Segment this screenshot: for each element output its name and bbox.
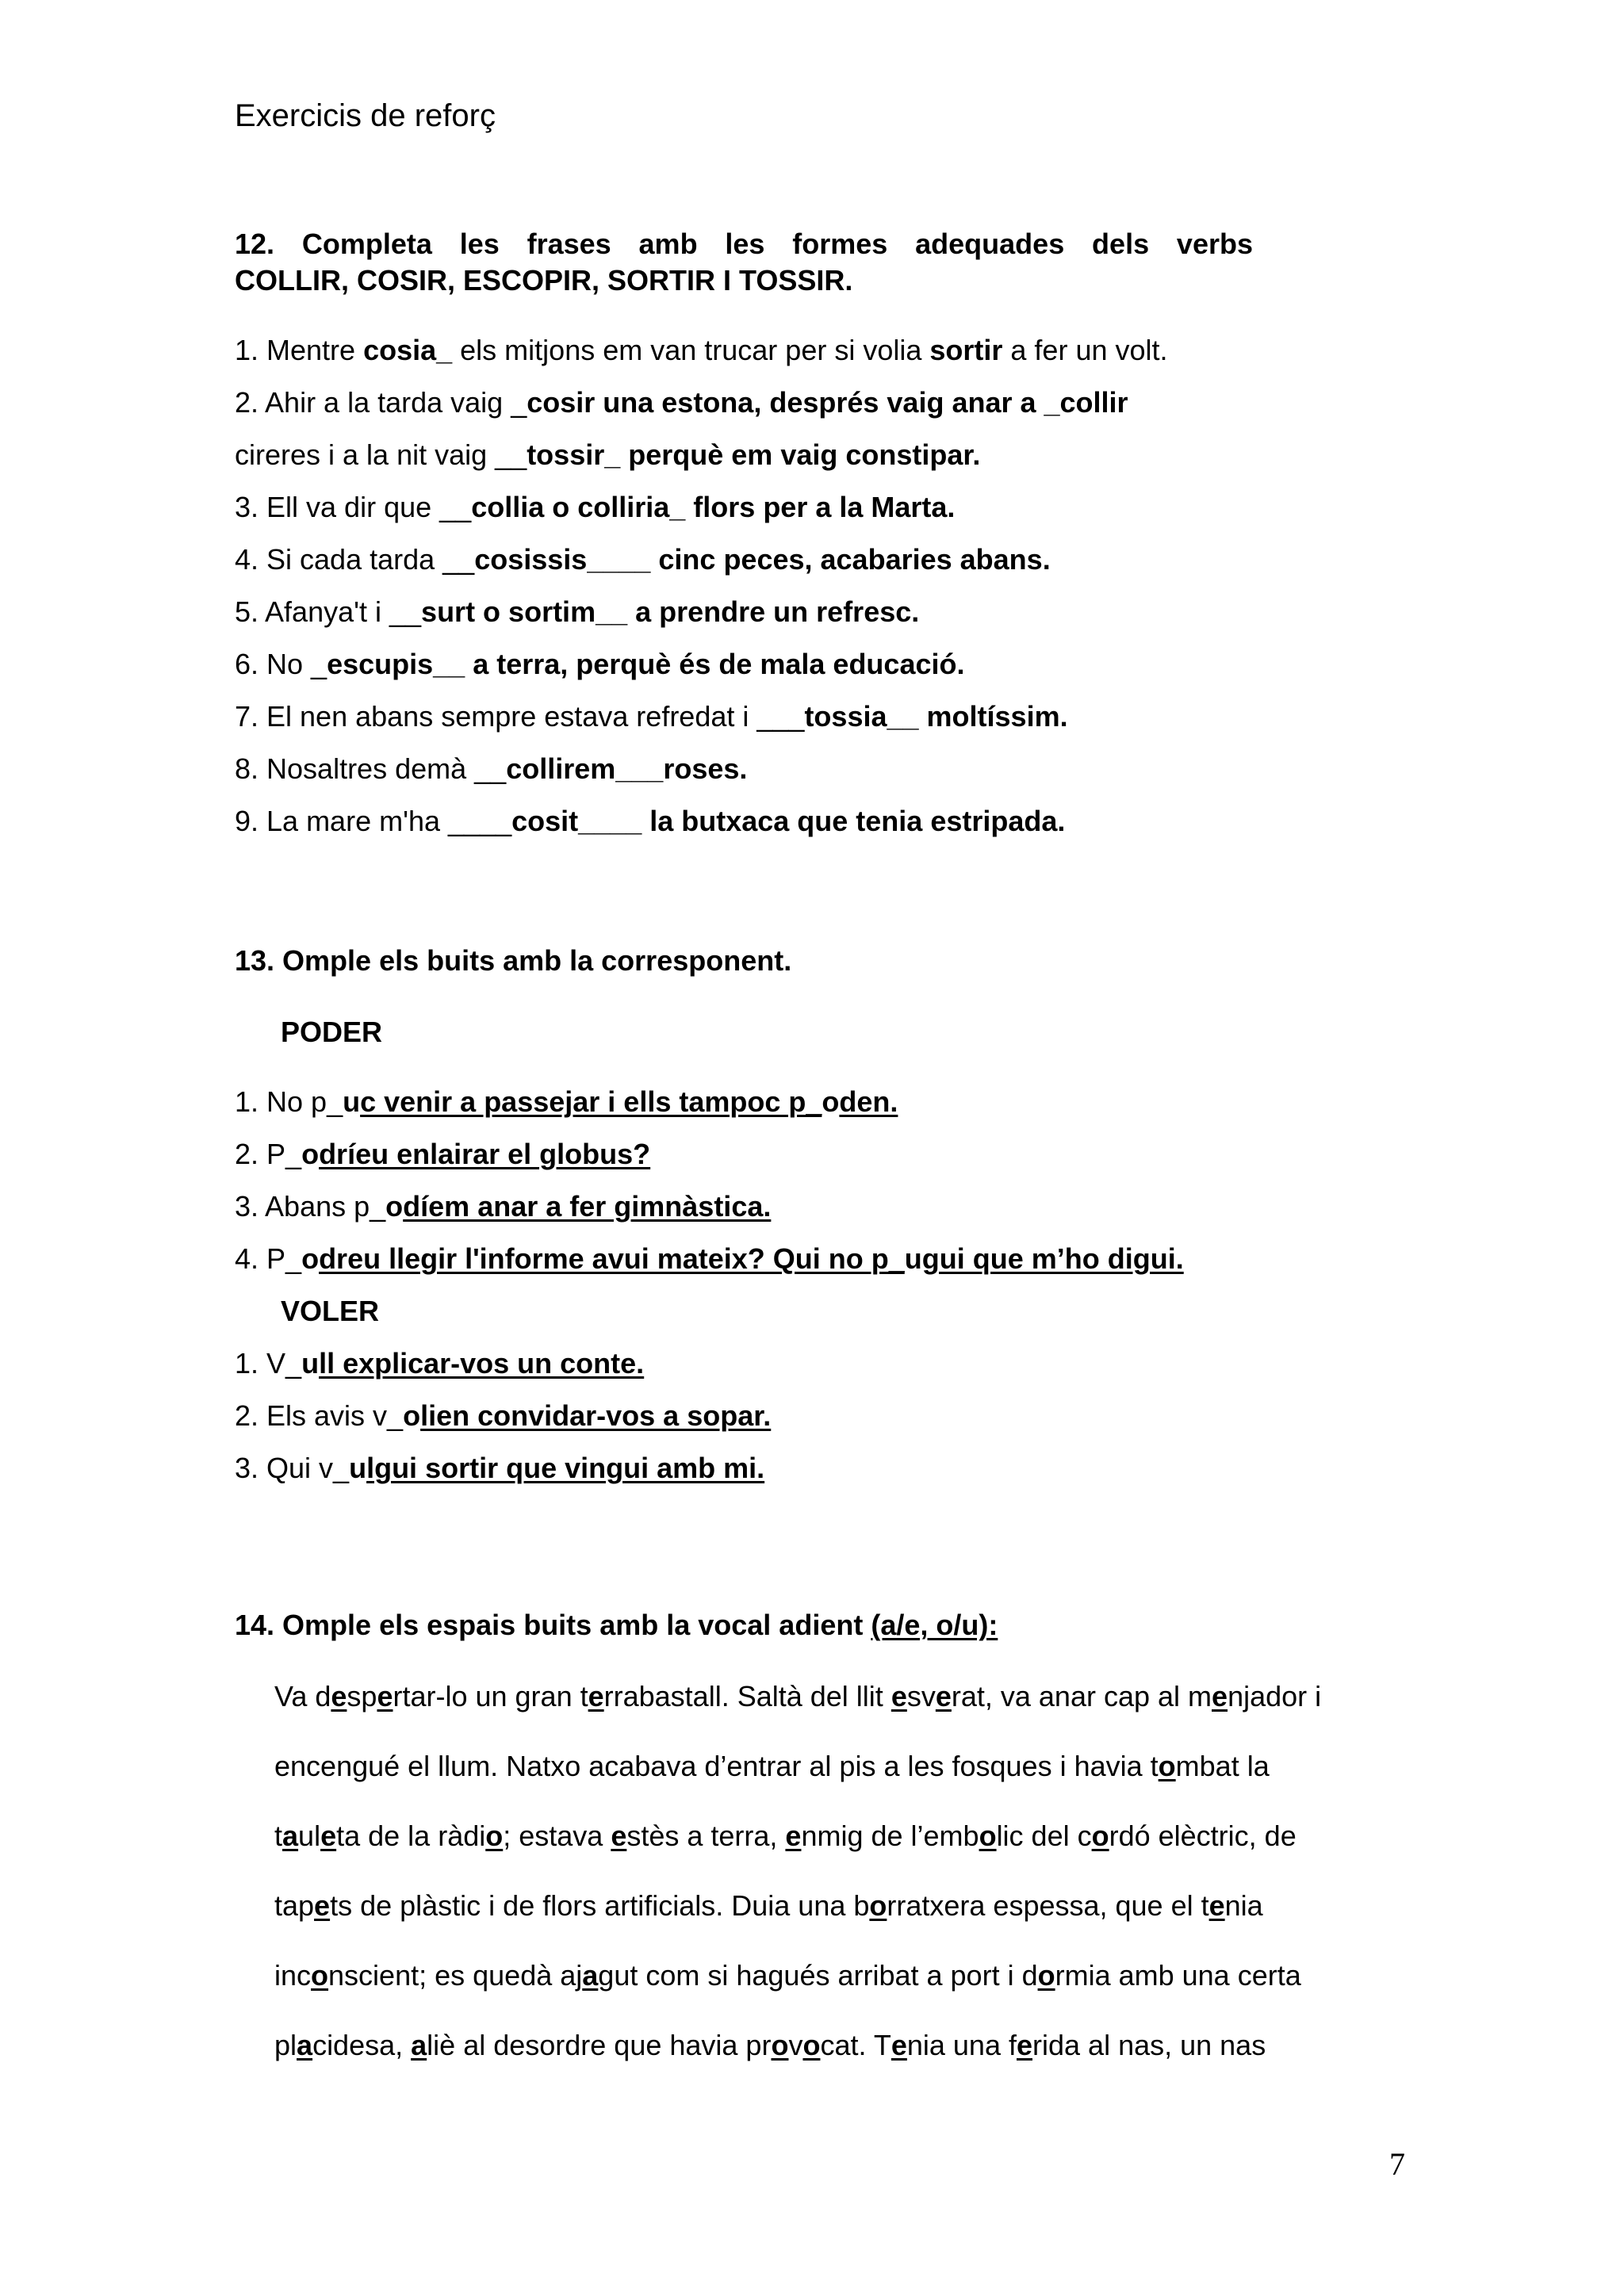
line-text: nia una f [906, 2029, 1017, 2061]
answer-vowel: o [802, 2029, 821, 2061]
exercise-14-paragraph-line [274, 1888, 1263, 1923]
line-text: 3. Ell va dir que __ [235, 491, 472, 523]
answer-vowel: díem anar a fer gimnàstica. [403, 1190, 772, 1223]
line-text: 2. Els avis v_ [235, 1399, 404, 1432]
answer-vowel: una estona, després vaig anar a _ [595, 386, 1060, 419]
exercise-12-line [235, 333, 1168, 368]
poder-line [235, 1085, 898, 1119]
line-text: gut com si hagués arribat a port i d [598, 1959, 1038, 1992]
exercise-14-paragraph-line [274, 1958, 1301, 1993]
line-text: ul [298, 1820, 321, 1852]
line-text: nia [1224, 1889, 1263, 1922]
exercise-12-line [235, 385, 1128, 420]
line-text: 8. Nosaltres demà __ [235, 752, 507, 785]
line-text: Va d [274, 1680, 331, 1712]
line-text: lic del c [996, 1820, 1092, 1852]
answer-vowel: o [771, 2029, 789, 2061]
answer-vowel: e [588, 1680, 604, 1712]
exercise-14-paragraph-line [274, 2028, 1266, 2063]
line-text: 6. No _ [235, 648, 327, 680]
answer-text: cosit [511, 805, 579, 837]
answer-text: cosissis [474, 543, 588, 576]
answer-text: tossir [527, 438, 605, 471]
line-text: cat. T [820, 2029, 891, 2061]
line-text: rat, va anar cap al m [951, 1680, 1212, 1712]
line-text: rida al nas, un nas [1032, 2029, 1266, 2061]
answer-vowel: e [314, 1889, 331, 1922]
exercise-12-line [235, 752, 747, 786]
answer-text: surt o sortim [421, 595, 596, 628]
answer-vowel: o [1091, 1820, 1109, 1852]
line-text: ; estava [503, 1820, 611, 1852]
line-text: 2. P_ [235, 1138, 302, 1170]
answer-vowel: dreu llegir l'informe avui mateix? Qui no p_ [319, 1242, 905, 1275]
line-text: v [788, 2029, 803, 2061]
line-text: 5. Afanya't i __ [235, 595, 422, 628]
line-text: tap [274, 1889, 315, 1922]
exercise-14-paragraph-line [274, 1749, 1270, 1784]
answer-vowel: e [377, 1680, 393, 1712]
answer-vowel: a [282, 1820, 299, 1852]
answer-text: sortir [929, 334, 1003, 366]
answer-vowel: o [1158, 1750, 1176, 1782]
poder-line [235, 1189, 771, 1224]
answer-vowel: e [891, 2029, 907, 2061]
line-text: inc [274, 1959, 312, 1992]
line-text: encengué el llum. Natxo acabava d’entrar al pis a les fosques i havia t [274, 1750, 1159, 1782]
answer-vowel: _ perquè em vaig constipar. [604, 438, 981, 471]
exercise-12-line [235, 595, 919, 629]
exercise-14-title [235, 1608, 998, 1643]
answer-vowel: e [1212, 1680, 1228, 1712]
answer-text: u [904, 1242, 922, 1275]
answer-vowel: den. [839, 1085, 898, 1118]
page-header: Exercicis de reforç [235, 98, 496, 133]
answer-vowel: __ a terra, perquè és de mala educació. [433, 648, 965, 680]
exercise-12-line [235, 542, 1051, 577]
line-text: 9. La mare m'ha ____ [235, 805, 512, 837]
line-text: t [274, 1820, 283, 1852]
answer-text: cosia_ [363, 334, 453, 366]
line-text: nscient; es quedà aj [328, 1959, 583, 1992]
voler-line [235, 1346, 644, 1381]
poder-label: PODER [281, 1016, 383, 1048]
answer-text: o [301, 1242, 320, 1275]
line-text: liè al desordre que havia pr [427, 2029, 772, 2061]
answer-text: u [301, 1347, 320, 1380]
answer-vowel: ___roses. [615, 752, 748, 785]
answer-vowel: ____ cinc peces, acabaries abans. [587, 543, 1051, 576]
line-text: ts de plàstic i de flors artificials. Duia una b [330, 1889, 870, 1922]
line-text: rtar-lo un gran t [393, 1680, 588, 1712]
answer-vowel: dríeu enlairar el globus? [319, 1138, 651, 1170]
line-text: els mitjons em van trucar per si volia [452, 334, 930, 366]
exercise-14-paragraph-line [274, 1819, 1297, 1854]
answer-vowel: e [891, 1680, 907, 1712]
answer-text: o [822, 1085, 840, 1118]
answer-vowel: e [785, 1820, 802, 1852]
line-text: 4. Si cada tarda __ [235, 543, 475, 576]
answer-vowel: a [582, 1959, 599, 1992]
line-text: 7. El nen abans sempre estava refredat i ___ [235, 700, 805, 733]
line-text: pl [274, 2029, 297, 2061]
answer-vowel: ll explicar-vos un conte. [319, 1347, 645, 1380]
line-text: nmig de l’emb [801, 1820, 979, 1852]
answer-text: tossia [804, 700, 887, 733]
answer-vowel: o [979, 1820, 997, 1852]
answer-vowel: c venir a passejar i ells tampoc p_ [360, 1085, 822, 1118]
answer-vowel: gui que m’ho digui. [921, 1242, 1184, 1275]
line-text: 3. Qui v_ [235, 1452, 350, 1484]
voler-label: VOLER [281, 1295, 380, 1327]
page-number: 7 [1389, 2146, 1405, 2182]
answer-text: escupis [327, 648, 434, 680]
answer-text: collir [1059, 386, 1128, 419]
line-text: rratxera espessa, que el t [887, 1889, 1209, 1922]
answer-text: collirem [506, 752, 616, 785]
answer-vowel: e [1208, 1889, 1225, 1922]
line-text: stès a terra, [626, 1820, 786, 1852]
answer-text: collia o colliria [471, 491, 670, 523]
exercise-12-line [235, 490, 955, 525]
line-text: 3. Abans p_ [235, 1190, 386, 1223]
exercise-14-title-text: 14. Omple els espais buits amb la vocal adient [235, 1609, 871, 1641]
line-text: cireres i a la nit vaig __ [235, 438, 527, 471]
answer-text: o [301, 1138, 320, 1170]
exercise-12-line [235, 699, 1068, 734]
answer-vowel: __ a prendre un refresc. [596, 595, 920, 628]
line-text: 4. P_ [235, 1242, 302, 1275]
voler-line [235, 1451, 764, 1486]
exercise-14-paragraph-line [274, 1679, 1321, 1714]
answer-vowel: a [297, 2029, 313, 2061]
answer-vowel: o [869, 1889, 887, 1922]
poder-line [235, 1137, 650, 1172]
answer-vowel: e [320, 1820, 337, 1852]
line-text: a fer un volt. [1002, 334, 1168, 366]
line-text: 1. No p_ [235, 1085, 343, 1118]
line-text: cidesa, [312, 2029, 412, 2061]
answer-vowel: e [935, 1680, 952, 1712]
exercise-12-line [235, 647, 964, 682]
line-text: rrabastall. Saltà del llit [603, 1680, 891, 1712]
line-text: ta de la ràdi [336, 1820, 486, 1852]
exercise-13-title: 13. Omple els buits amb la corresponent. [235, 944, 792, 977]
line-text: sv [906, 1680, 936, 1712]
answer-vowel: lgui sortir que vingui amb mi. [366, 1452, 765, 1484]
answer-text: cosir [527, 386, 596, 419]
exercise-12-title-line1: 12. Completa les frases amb les formes adequades dels verbs [235, 228, 1253, 260]
answer-vowel: e [611, 1820, 627, 1852]
exercise-12-title-line2: COLLIR, COSIR, ESCOPIR, SORTIR I TOSSIR. [235, 264, 853, 297]
answer-vowel: e [1016, 2029, 1033, 2061]
answer-vowel: e [331, 1680, 347, 1712]
line-text: rmia amb una certa [1055, 1959, 1301, 1992]
exercise-12-line [235, 804, 1065, 839]
answer-text: u [349, 1452, 367, 1484]
line-text: njador i [1228, 1680, 1322, 1712]
answer-vowel: a [411, 2029, 427, 2061]
line-text: sp [347, 1680, 377, 1712]
answer-vowel: o [311, 1959, 329, 1992]
exercise-12-line [235, 438, 980, 473]
answer-vowel: o [1037, 1959, 1055, 1992]
answer-vowel: o [485, 1820, 504, 1852]
answer-vowel: ____ la butxaca que tenia estripada. [578, 805, 1066, 837]
line-text: 1. V_ [235, 1347, 302, 1380]
line-text: mbat la [1175, 1750, 1270, 1782]
answer-text: o [403, 1399, 421, 1432]
answer-vowel: lien convidar-vos a sopar. [420, 1399, 772, 1432]
answer-text: o [385, 1190, 404, 1223]
line-text: 1. Mentre [235, 334, 364, 366]
line-text: rdó elèctric, de [1109, 1820, 1297, 1852]
answer-text: u [343, 1085, 361, 1118]
voler-line [235, 1399, 771, 1433]
poder-line [235, 1242, 1184, 1276]
exercise-14-title-vowels: (a/e, o/u): [871, 1609, 998, 1641]
line-text: 2. Ahir a la tarda vaig _ [235, 386, 527, 419]
answer-vowel: _ flors per a la Marta. [669, 491, 956, 523]
answer-vowel: __ moltíssim. [887, 700, 1068, 733]
